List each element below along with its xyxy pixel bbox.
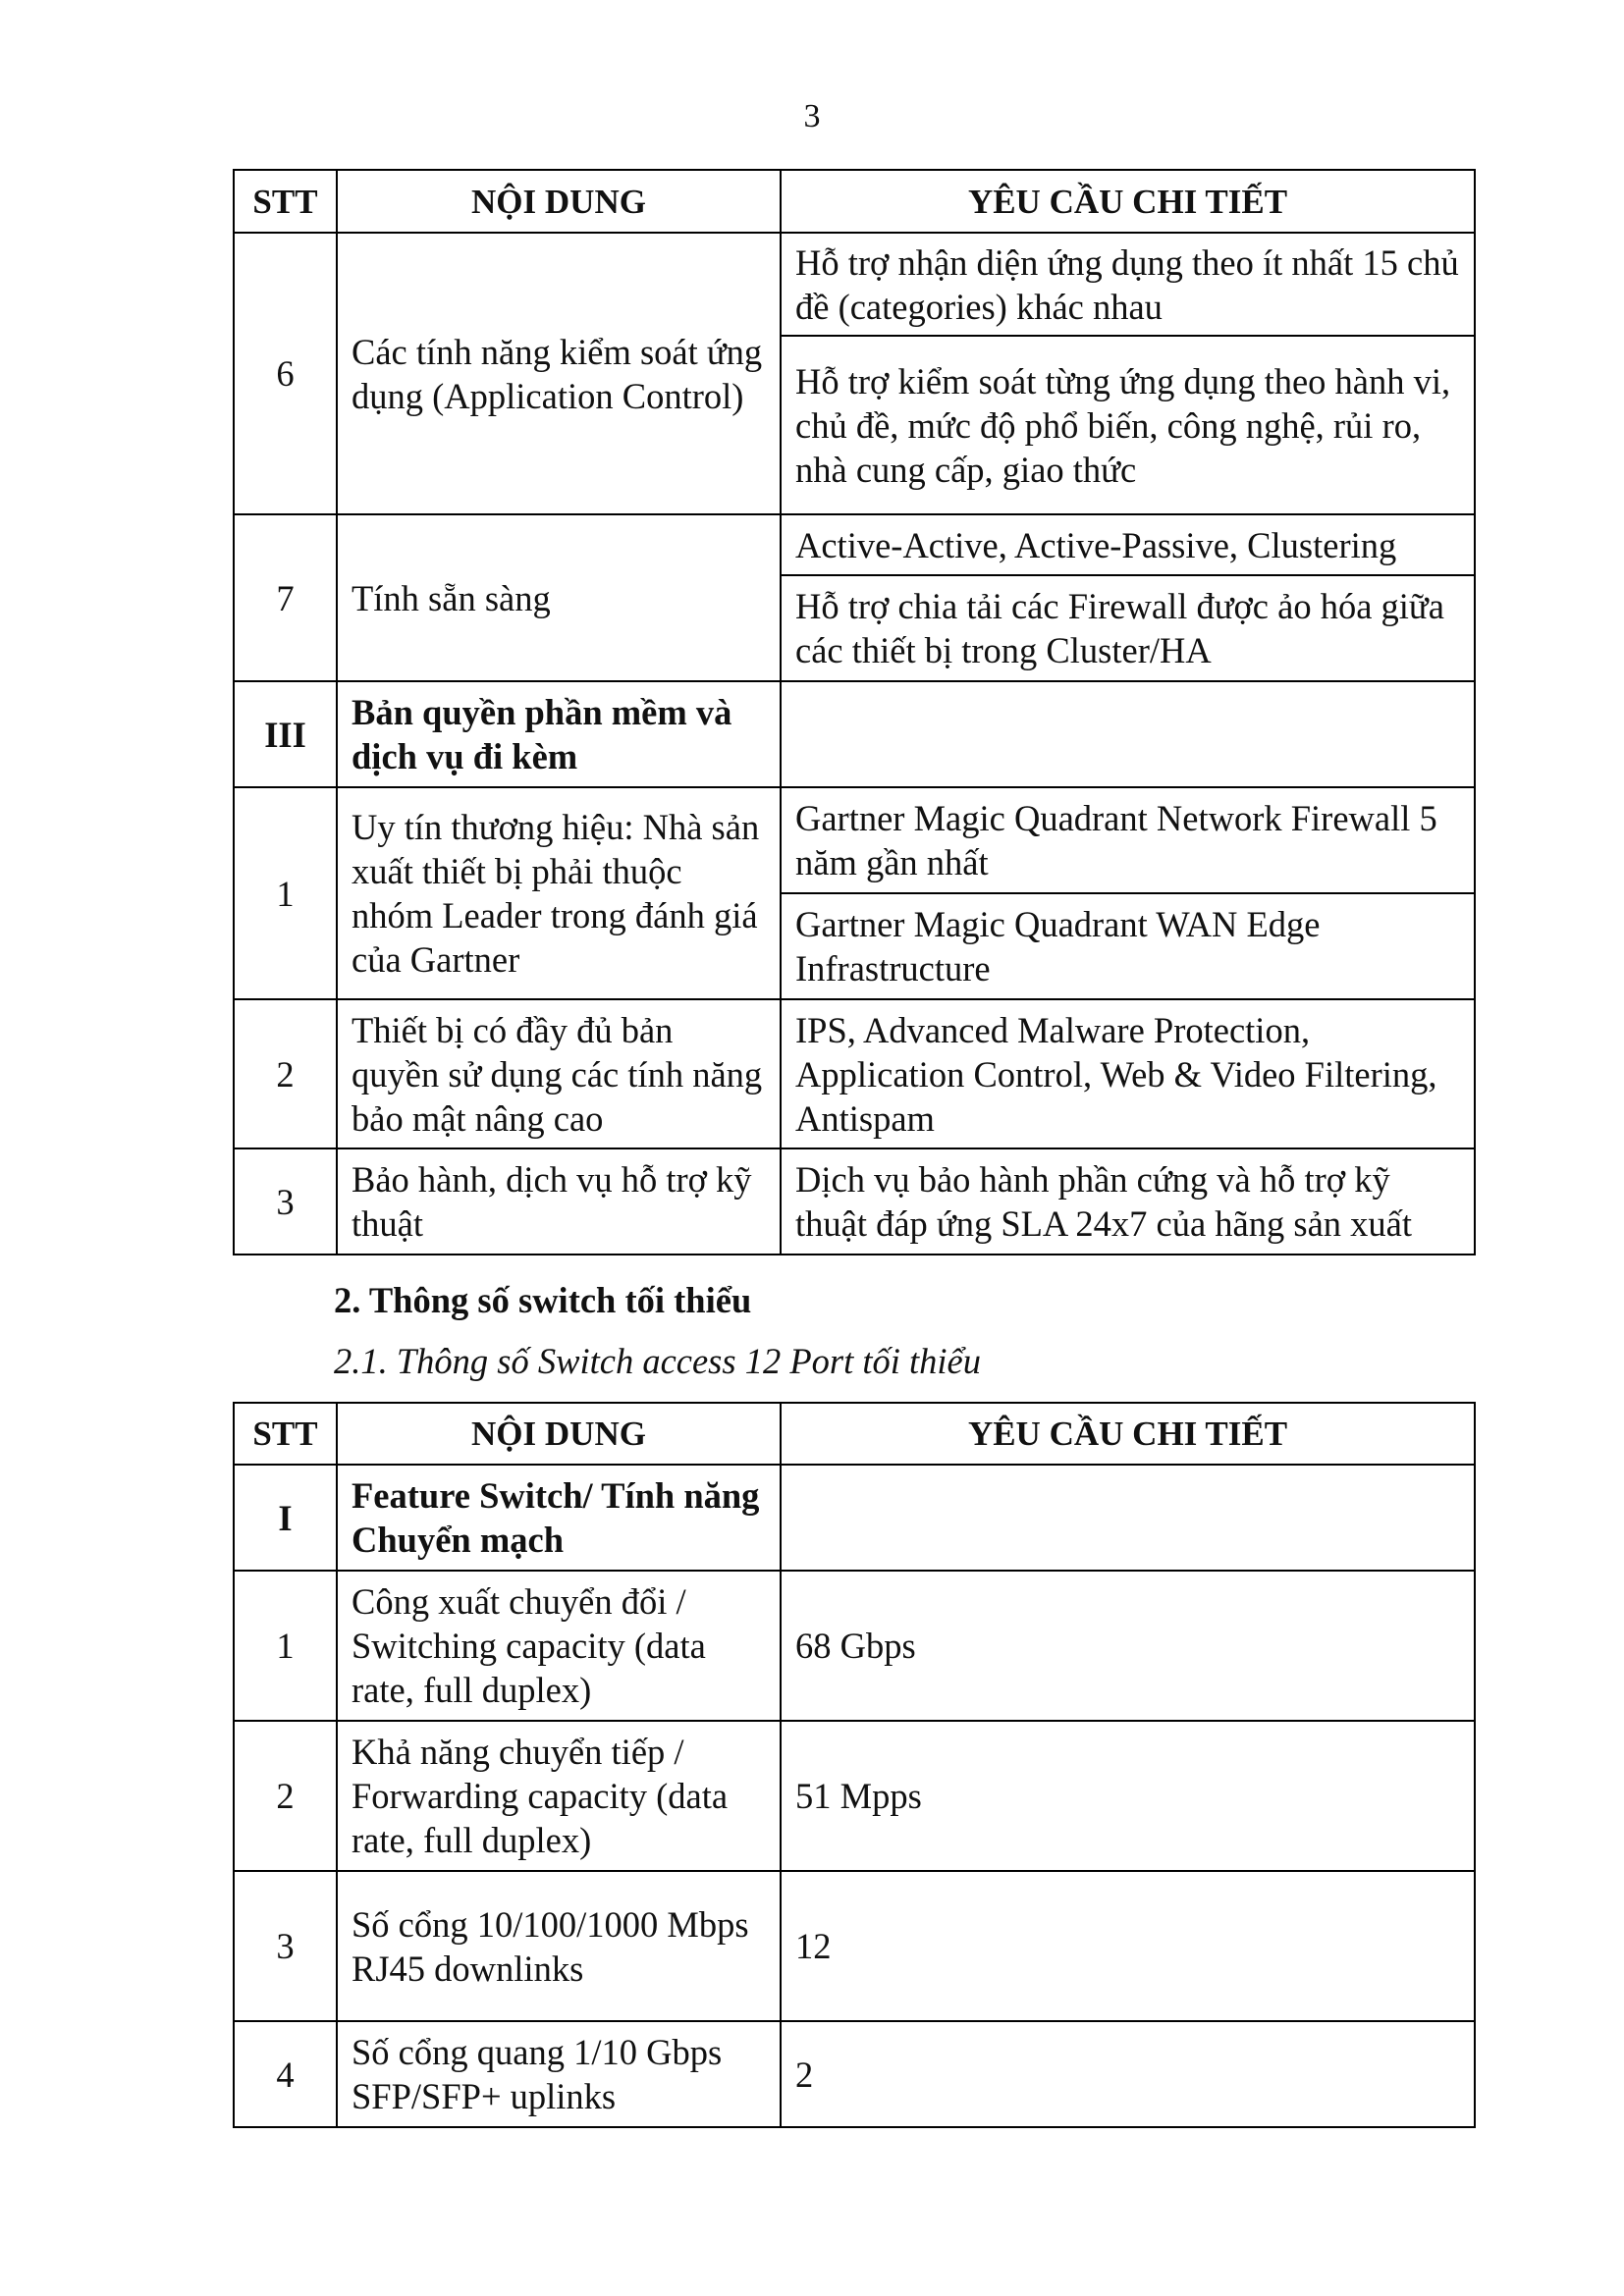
row-detail: 68 Gbps [781, 1571, 1475, 1721]
table-row [234, 999, 1475, 1148]
row-content: Tính sẵn sàng [337, 514, 781, 681]
row-content: Các tính năng kiểm soát ứng dụng (Application Control) [337, 233, 781, 514]
row-content: Số cổng 10/100/1000 Mbps RJ45 downlinks [337, 1871, 781, 2021]
section-title: Feature Switch/ Tính năng Chuyển mạch [337, 1465, 781, 1571]
page-number: 3 [803, 98, 821, 134]
row-detail: Dịch vụ bảo hành phần cứng và hỗ trợ kỹ thuật đáp ứng SLA 24x7 của hãng sản xuất [781, 1148, 1475, 1255]
section-row [234, 681, 1475, 787]
row-detail: Hỗ trợ nhận diện ứng dụng theo ít nhất 15 chủ đề (categories) khác nhau [781, 233, 1475, 336]
table-row [234, 1148, 1475, 1255]
row-stt: 4 [234, 2021, 337, 2127]
row-detail: Active-Active, Active-Passive, Clustering [781, 514, 1475, 575]
section-stt: III [234, 681, 337, 787]
firewall-spec-table [233, 169, 1476, 1255]
row-stt: 3 [234, 1871, 337, 2021]
row-stt: 2 [234, 1721, 337, 1871]
header-stt: STT [234, 1403, 337, 1465]
row-stt: 6 [234, 233, 337, 514]
row-detail: 2 [781, 2021, 1475, 2127]
row-content: Bảo hành, dịch vụ hỗ trợ kỹ thuật [337, 1148, 781, 1255]
row-content: Số cổng quang 1/10 Gbps SFP/SFP+ uplinks [337, 2021, 781, 2127]
row-content: Công xuất chuyển đổi / Switching capacity (data rate, full duplex) [337, 1571, 781, 1721]
row-stt: 7 [234, 514, 337, 681]
table-header-row [234, 1403, 1475, 1465]
row-detail: IPS, Advanced Malware Protection, Application Control, Web & Video Filtering, Antispam [781, 999, 1475, 1148]
section-title: Bản quyền phần mềm và dịch vụ đi kèm [337, 681, 781, 787]
switch-spec-table [233, 1402, 1476, 2128]
row-stt: 2 [234, 999, 337, 1148]
row-stt: 3 [234, 1148, 337, 1255]
section-detail [781, 681, 1475, 787]
table-row [234, 233, 1475, 336]
table-row [234, 787, 1475, 893]
row-detail: 12 [781, 1871, 1475, 2021]
table-row [234, 1871, 1475, 2021]
table-header-row [234, 170, 1475, 233]
table-row [234, 2021, 1475, 2127]
table-row [234, 1721, 1475, 1871]
row-stt: 1 [234, 1571, 337, 1721]
header-content: NỘI DUNG [337, 170, 781, 233]
section-heading: 2. Thông số switch tối thiểu [334, 1280, 752, 1320]
row-content: Thiết bị có đầy đủ bản quyền sử dụng các tính năng bảo mật nâng cao [337, 999, 781, 1148]
row-detail: Hỗ trợ kiểm soát từng ứng dụng theo hành vi, chủ đề, mức độ phổ biến, công nghệ, rủi ro, nhà cung cấp, giao thức [781, 336, 1475, 514]
section-stt: I [234, 1465, 337, 1571]
header-stt: STT [234, 170, 337, 233]
row-detail: Hỗ trợ chia tải các Firewall được ảo hóa giữa các thiết bị trong Cluster/HA [781, 575, 1475, 681]
subsection-heading: 2.1. Thông số Switch access 12 Port tối thiểu [334, 1341, 981, 1381]
row-stt: 1 [234, 787, 337, 999]
table-row [234, 514, 1475, 575]
row-detail: Gartner Magic Quadrant WAN Edge Infrastructure [781, 893, 1475, 999]
row-content: Uy tín thương hiệu: Nhà sản xuất thiết bị phải thuộc nhóm Leader trong đánh giá của Gartner [337, 787, 781, 999]
row-detail: 51 Mpps [781, 1721, 1475, 1871]
header-detail: YÊU CẦU CHI TIẾT [781, 170, 1475, 233]
section-detail [781, 1465, 1475, 1571]
table-row [234, 1571, 1475, 1721]
row-content: Khả năng chuyển tiếp / Forwarding capacity (data rate, full duplex) [337, 1721, 781, 1871]
header-detail: YÊU CẦU CHI TIẾT [781, 1403, 1475, 1465]
section-row [234, 1465, 1475, 1571]
header-content: NỘI DUNG [337, 1403, 781, 1465]
row-detail: Gartner Magic Quadrant Network Firewall 5 năm gần nhất [781, 787, 1475, 893]
